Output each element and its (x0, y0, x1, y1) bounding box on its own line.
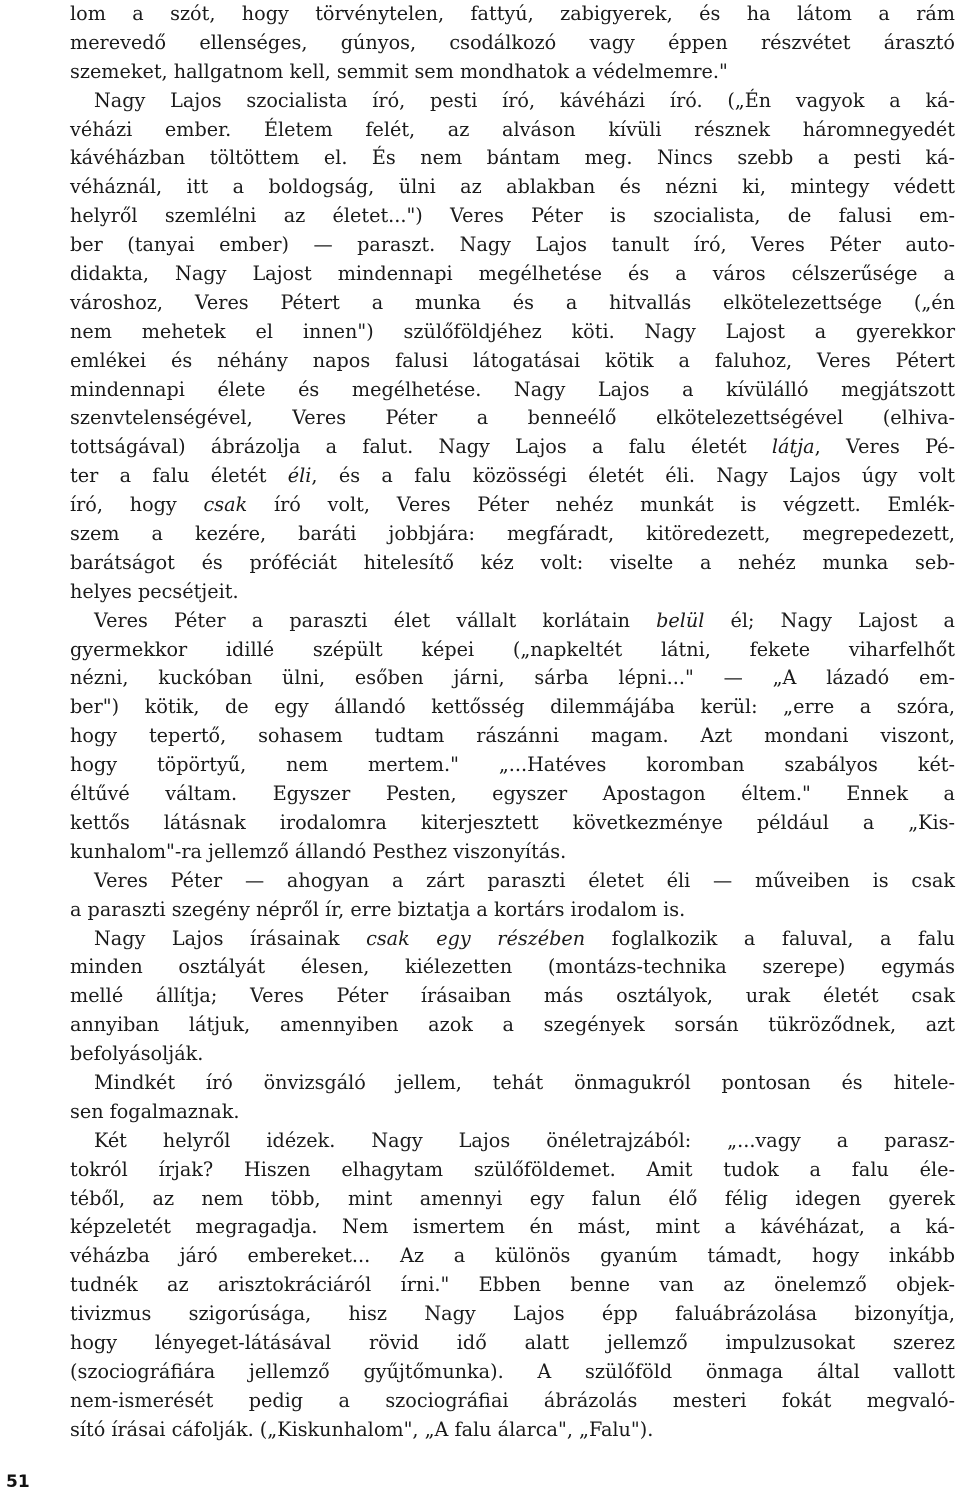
text-line (70, 1387, 955, 1416)
line-text: ber (tanyai ember) — paraszt. Nagy Lajos tanult író, Veres Péter auto- (70, 233, 955, 257)
text-line (70, 462, 955, 491)
line-text: tudnék az arisztokráciáról írni." Ebben benne van az önelemző objek- (70, 1273, 955, 1297)
emphasis-text: belül (656, 608, 705, 632)
text-line (70, 867, 955, 896)
text-line (70, 1127, 955, 1156)
text-line (70, 433, 955, 462)
line-text: nézni, kuckóban ülni, esőben járni, sárba lépni..." — „A lázadó em- (70, 666, 955, 690)
line-text: véháznál, itt a boldogság, ülni az ablakban és nézni ki, mintegy védett (70, 175, 955, 199)
line-text: , és a falu közösségi életét éli. Nagy Lajos úgy volt (311, 464, 955, 488)
line-text: minden osztályát élesen, kiélezetten (montázs-technika szerepe) egymás (70, 955, 955, 979)
line-text: Veres Péter — ahogyan a zárt paraszti életet éli — műveiben is csak (94, 868, 955, 892)
text-line (70, 838, 955, 867)
line-text: Mindkét író önvizsgáló jellem, tehát önmagukról pontosan és hitele- (94, 1070, 955, 1094)
line-text: barátságot és próféciát hitelesítő kéz volt: viselte a nehéz munka seb- (70, 550, 955, 574)
line-text: tokról írjak? Hiszen elhagytam szülőföldemet. Amit tudok a falu éle- (70, 1157, 955, 1181)
text-line (70, 1242, 955, 1271)
line-text: tottságával) ábrázolja a falut. Nagy Lajos a falu életét (70, 435, 772, 459)
text-line (70, 953, 955, 982)
line-text: nem mehetek el innen") szülőföldjéhez köti. Nagy Lajost a gyerekkor (70, 319, 955, 343)
text-line (70, 578, 955, 607)
text-line (70, 1156, 955, 1185)
line-text: él; Nagy Lajost a (704, 608, 956, 632)
text-line (70, 1098, 955, 1127)
text-line (70, 376, 955, 405)
line-text: nem-ismerését pedig a szociográfiai ábrázolás mesteri fokát megvaló- (70, 1388, 955, 1412)
line-text: téből, az nem több, mint amennyi egy falun élő félig idegen gyerek (70, 1186, 955, 1210)
line-text: szenvtelenségével, Veres Péter a benneélő elkötelezettségével (elhiva- (70, 406, 955, 430)
text-line (70, 1213, 955, 1242)
text-line (70, 925, 955, 954)
emphasis-text: látja (771, 435, 815, 459)
text-line (70, 1416, 955, 1445)
text-line (70, 693, 955, 722)
emphasis-text: csak egy részében (366, 926, 586, 950)
line-text: Veres Péter a paraszti élet vállalt korlátain (94, 608, 657, 632)
line-text: lom a szót, hogy törvénytelen, fattyú, zabigyerek, és ha látom a rám (70, 2, 955, 25)
line-text: sító írásai cáfolják. („Kiskunhalom", „A falu álarca", „Falu"). (70, 1417, 654, 1441)
text-line (70, 982, 955, 1011)
text-line (70, 491, 955, 520)
text-line (70, 1185, 955, 1214)
line-text: író, hogy (70, 493, 204, 517)
line-text: (szociográfiára jellemző gyűjtőmunka). A szülőföld önmaga által vallott (70, 1359, 955, 1383)
text-line (70, 404, 955, 433)
text-line (70, 1358, 955, 1387)
text-line (70, 1011, 955, 1040)
text-line (70, 896, 955, 925)
text-line (70, 260, 955, 289)
line-text: annyiban látjuk, amennyiben azok a szegények sorsán tükröződnek, azt (70, 1013, 955, 1037)
line-text: kunhalom"-ra jellemző állandó Pesthez viszonyítás. (70, 839, 567, 863)
text-line (70, 289, 955, 318)
line-text: hogy tepertő, sohasem tudtam rászánni magam. Azt mondani viszont, (70, 724, 955, 748)
line-text: Két helyről idézek. Nagy Lajos önéletrajzából: „...vagy a parasz- (94, 1128, 955, 1152)
emphasis-text: éli (287, 464, 312, 488)
text-line (70, 636, 955, 665)
text-line (70, 751, 955, 780)
text-line (70, 1300, 955, 1329)
text-line (70, 1040, 955, 1069)
text-line (70, 607, 955, 636)
text-line (70, 202, 955, 231)
text-line (70, 809, 955, 838)
line-text: a paraszti szegény népről ír, erre biztatja a kortárs irodalom is. (70, 897, 686, 921)
text-line (70, 0, 955, 29)
line-text: sen fogalmaznak. (70, 1099, 240, 1123)
line-text: foglalkozik a faluval, a falu (585, 926, 955, 950)
text-line (70, 347, 955, 376)
text-line (70, 664, 955, 693)
text-line (70, 116, 955, 145)
line-text: kávéházban töltöttem el. És nem bántam meg. Nincs szebb a pesti ká- (70, 146, 955, 170)
line-text: szemeket, hallgatnom kell, semmit sem mondhatok a védelmemre." (70, 59, 728, 83)
line-text: merevedő ellenséges, gúnyos, csodálkozó vagy éppen részvétet árasztó (70, 30, 955, 54)
line-text: gyermekkor idillé szépült képei („napkeltét látni, fekete viharfelhőt (70, 637, 955, 661)
line-text: Nagy Lajos írásainak (94, 926, 367, 950)
body-text (70, 0, 955, 1445)
line-text: képzeletét megragadja. Nem ismertem én mást, mint a kávéházat, a ká- (70, 1215, 955, 1239)
line-text: író volt, Veres Péter nehéz munkát is végzett. Emlék- (247, 493, 955, 517)
line-text: ter a falu életét (70, 464, 288, 488)
line-text: véházi ember. Életem felét, az alváson kívüli résznek háromnegyedét (70, 117, 955, 141)
text-line (70, 780, 955, 809)
text-line (70, 1069, 955, 1098)
line-text: éltűvé váltam. Egyszer Pesten, egyszer Apostagon éltem." Ennek a (70, 782, 955, 806)
line-text: véházba járó embereket... Az a különös gyanúm támadt, hogy inkább (70, 1244, 955, 1268)
line-text: hogy lényeget-látásával rövid idő alatt jellemző impulzusokat szerez (70, 1330, 955, 1354)
line-text: , Veres Pé- (814, 435, 955, 459)
text-line (70, 520, 955, 549)
line-text: Nagy Lajos szocialista író, pesti író, kávéházi író. („Én vagyok a ká- (94, 88, 955, 112)
text-line (70, 144, 955, 173)
line-text: helyről szemlélni az életet...") Veres Péter is szocialista, de falusi em- (70, 204, 955, 228)
text-line (70, 87, 955, 116)
line-text: mindennapi élete és megélhetése. Nagy Lajos a kívülálló megjátszott (70, 377, 955, 401)
line-text: kettős látásnak irodalomra kiterjesztett következménye például a „Kis- (70, 810, 955, 834)
text-line (70, 29, 955, 58)
line-text: befolyásolják. (70, 1042, 204, 1066)
text-line (70, 1271, 955, 1300)
line-text: helyes pecsétjeit. (70, 579, 239, 603)
text-line (70, 58, 955, 87)
page-number: 51 (6, 1472, 30, 1492)
text-line (70, 722, 955, 751)
emphasis-text: csak (203, 493, 248, 517)
line-text: városhoz, Veres Pétert a munka és a hitvallás elkötelezettsége („én (70, 290, 955, 314)
line-text: ber") kötik, de egy állandó kettősség dilemmájába kerül: „erre a szóra, (70, 695, 955, 719)
text-line (70, 318, 955, 347)
line-text: tivizmus szigorúsága, hisz Nagy Lajos épp faluábrázolása bizonyítja, (70, 1302, 955, 1326)
text-line (70, 173, 955, 202)
line-text: szem a kezére, baráti jobbjára: megfáradt, kitöredezett, megrepedezett, (70, 522, 955, 546)
text-line (70, 549, 955, 578)
text-line (70, 1329, 955, 1358)
text-line (70, 231, 955, 260)
line-text: mellé állítja; Veres Péter írásaiban más osztályok, urak életét csak (70, 984, 955, 1008)
line-text: hogy töpörtyű, nem mertem." „...Hatéves koromban szabályos két- (70, 753, 955, 777)
line-text: didakta, Nagy Lajost mindennapi megélhetése és a város célszerűsége a (70, 262, 955, 286)
line-text: emlékei és néhány napos falusi látogatásai kötik a faluhoz, Veres Pétert (70, 348, 955, 372)
